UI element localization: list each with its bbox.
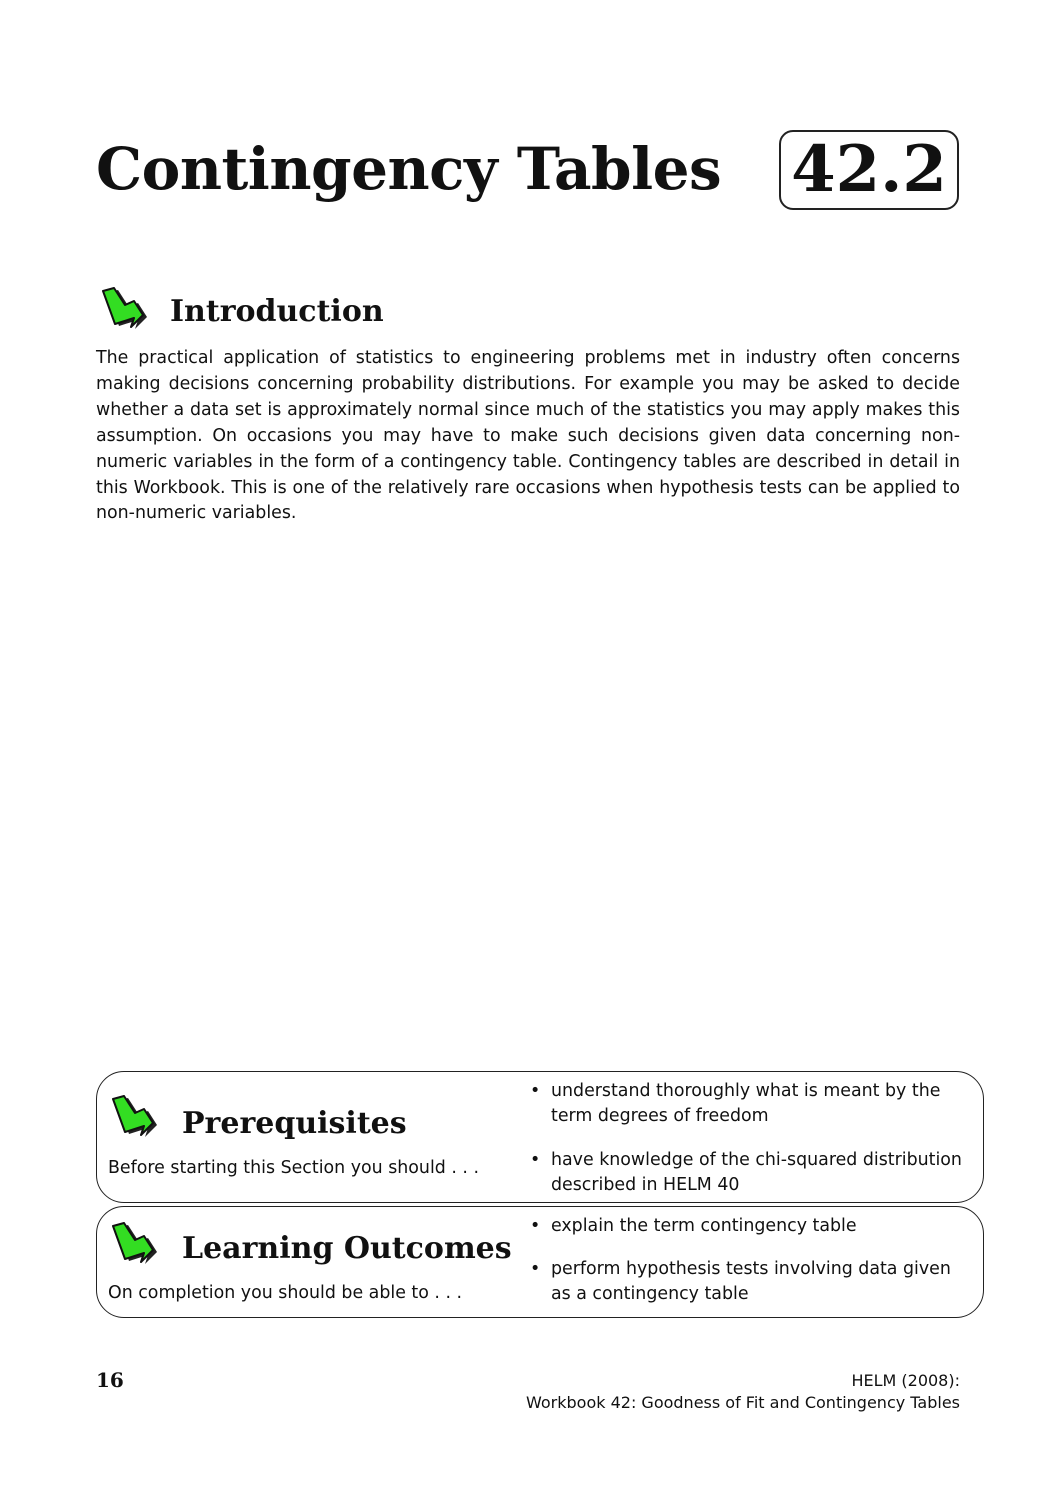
list-item: • have knowledge of the chi-squared distribution described in HELM 40 xyxy=(530,1148,970,1198)
list-item: • understand thoroughly what is meant by the term degrees of freedom xyxy=(530,1079,970,1129)
prerequisites-lead: Before starting this Section you should . . . xyxy=(108,1158,479,1178)
green-arrow-icon xyxy=(98,287,152,335)
learning-outcomes-list xyxy=(530,1214,970,1307)
learning-outcomes-lead: On completion you should be able to . . . xyxy=(108,1283,463,1303)
prerequisites-heading: Prerequisites xyxy=(182,1106,407,1141)
list-item: • perform hypothesis tests involving data given as a contingency table xyxy=(530,1257,970,1307)
green-arrow-icon xyxy=(108,1222,162,1270)
introduction-body: The practical application of statistics to engineering problems met in industry often concerns making decisions concerning probability distributions. For example you may be asked to decide whether a data set is approximately normal since much of the statistics you may apply makes this assumption. On occasions you may have to make such decisions given data concerning non-numeric variables in the form of a contingency table. Contingency tables are described in detail in this Workbook. This is one of the relatively rare occasions when hypothesis tests can be applied to non-numeric variables. xyxy=(96,348,960,524)
learning-outcomes-heading: Learning Outcomes xyxy=(182,1231,512,1266)
section-number-badge: 42.2 xyxy=(779,130,959,210)
footer xyxy=(526,1370,960,1414)
footer-line-2: Workbook 42: Goodness of Fit and Contingency Tables xyxy=(525,1393,960,1412)
green-arrow-icon xyxy=(108,1095,162,1143)
prerequisites-list xyxy=(530,1079,970,1198)
list-item: • explain the term contingency table xyxy=(530,1214,970,1239)
introduction-heading: Introduction xyxy=(170,294,384,329)
page-title: Contingency Tables xyxy=(96,135,722,203)
page-number: 16 xyxy=(96,1368,124,1392)
footer-line-1: HELM (2008): xyxy=(851,1371,960,1390)
